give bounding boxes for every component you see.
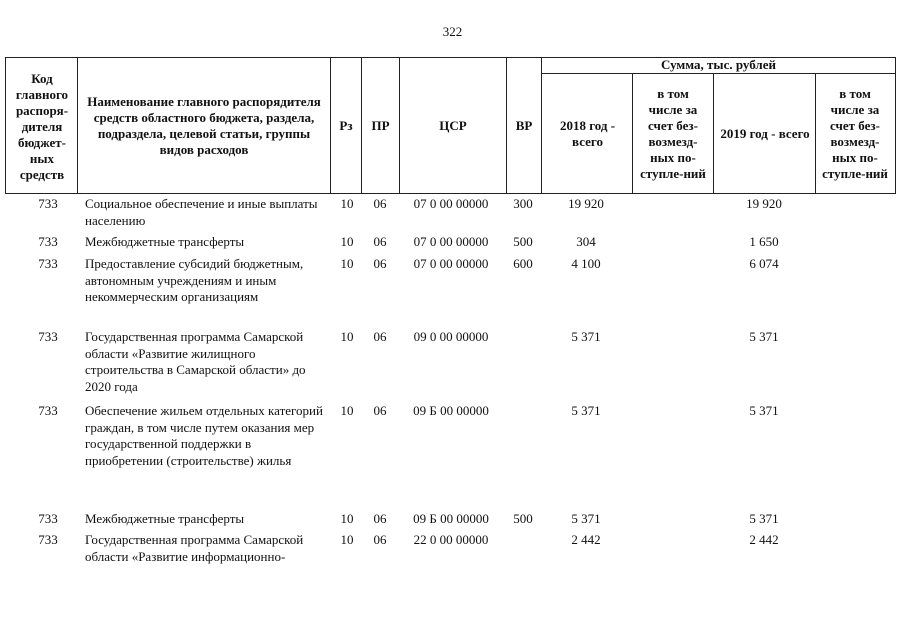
row-pr: 06 [373, 532, 387, 547]
row-2019-total: 6 074 [749, 256, 779, 271]
row-2019-total: 19 920 [746, 196, 782, 211]
row-name: Межбюджетные трансферты [85, 511, 245, 526]
header-sum-group: Сумма, тыс. рублей [661, 57, 776, 72]
row-code: 733 [38, 234, 58, 249]
row-2018-total: 2 442 [571, 532, 601, 547]
row-name: Государственная программа Самарской области «Развитие информационно- [85, 532, 304, 564]
header-rz: Рз [339, 117, 353, 133]
page-number: 322 [442, 24, 463, 39]
row-2019-total: 1 650 [749, 234, 779, 249]
row-csr: 09 0 00 00000 [413, 329, 489, 344]
row-2018-total: 4 100 [571, 256, 601, 271]
header-code: Код главного распоря-дителя бюджет-ных средств [15, 71, 69, 182]
row-code: 733 [38, 403, 58, 418]
row-pr: 06 [373, 196, 387, 211]
row-name: Межбюджетные трансферты [85, 234, 245, 249]
row-rz: 10 [340, 196, 354, 211]
row-2018-total: 5 371 [571, 329, 601, 344]
row-rz: 10 [340, 256, 354, 271]
header-pr: ПР [371, 117, 390, 133]
row-code: 733 [38, 532, 58, 547]
row-name: Предоставление субсидий бюджетным, автономным учреждениям и иным некоммерческим организациям [85, 256, 304, 304]
row-csr: 09 Б 00 00000 [413, 511, 489, 526]
row-pr: 06 [373, 256, 387, 271]
row-pr: 06 [373, 511, 387, 526]
row-2019-total: 2 442 [749, 532, 779, 547]
row-name: Государственная программа Самарской области «Развитие жилищного строительства в Самарской области» до 2020 года [85, 329, 306, 394]
header-2018-total: 2018 год - всего [559, 118, 616, 149]
row-vr: 300 [513, 196, 533, 211]
header-2018-free: в том числе за счет без-возмезд-ных по-ступле-ний [640, 86, 706, 181]
row-code: 733 [38, 329, 58, 344]
row-pr: 06 [373, 329, 387, 344]
row-name: Обеспечение жильем отдельных категорий граждан, в том числе путем оказания мер государственной поддержки в приобретении (строительстве) жилья [85, 403, 323, 468]
row-2019-total: 5 371 [749, 329, 779, 344]
row-2018-total: 19 920 [568, 196, 604, 211]
header-vr: ВР [515, 117, 533, 133]
header-csr: ЦСР [439, 117, 467, 133]
row-code: 733 [38, 256, 58, 271]
row-rz: 10 [340, 403, 354, 418]
row-2019-total: 5 371 [749, 403, 779, 418]
header-name: Наименование главного распорядителя средств областного бюджета, раздела, подраздела, целевой статьи, группы видов расходов [87, 93, 321, 157]
row-csr: 07 0 00 00000 [413, 196, 489, 211]
row-vr: 500 [513, 234, 533, 249]
row-2018-total: 5 371 [571, 403, 601, 418]
row-code: 733 [38, 511, 58, 526]
row-2018-total: 5 371 [571, 511, 601, 526]
row-csr: 07 0 00 00000 [413, 256, 489, 271]
row-rz: 10 [340, 511, 354, 526]
header-2019-free: в том числе за счет без-возмезд-ных по-ступле-ний [822, 86, 888, 181]
row-csr: 07 0 00 00000 [413, 234, 489, 249]
header-2019-total: 2019 год - всего [720, 126, 810, 141]
row-pr: 06 [373, 234, 387, 249]
row-rz: 10 [340, 532, 354, 547]
row-name: Социальное обеспечение и иные выплаты населению [85, 196, 318, 228]
row-vr: 600 [513, 256, 533, 271]
row-rz: 10 [340, 329, 354, 344]
row-rz: 10 [340, 234, 354, 249]
row-csr: 09 Б 00 00000 [413, 403, 489, 418]
row-2018-total: 304 [576, 234, 596, 249]
row-2019-total: 5 371 [749, 511, 779, 526]
row-vr: 500 [513, 511, 533, 526]
row-code: 733 [38, 196, 58, 211]
row-pr: 06 [373, 403, 387, 418]
table-header [5, 57, 896, 194]
row-csr: 22 0 00 00000 [413, 532, 489, 547]
